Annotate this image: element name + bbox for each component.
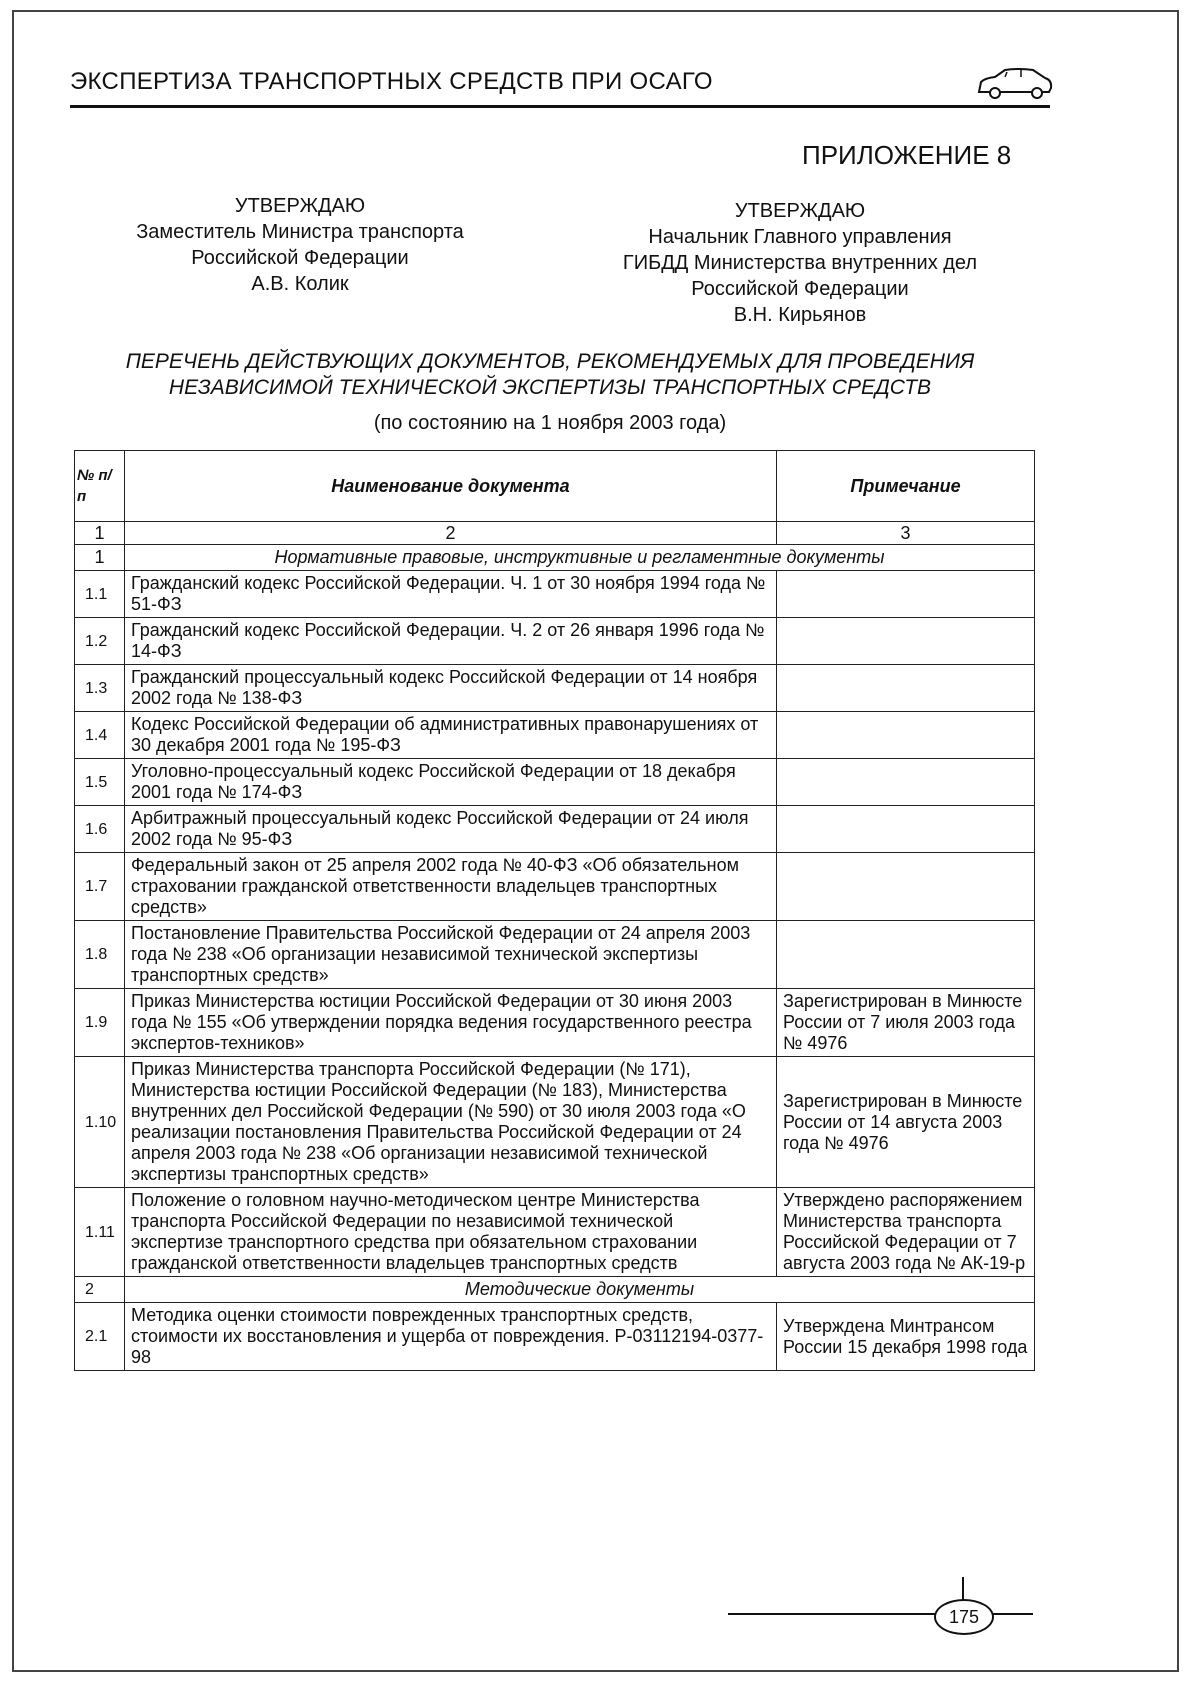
row-num: 1.1	[75, 571, 125, 618]
row-num: 1.7	[75, 853, 125, 921]
table-row	[75, 618, 1035, 665]
row-num: 1.11	[75, 1188, 125, 1277]
section-row	[75, 545, 1035, 571]
row-note	[777, 806, 1035, 853]
row-num: 1.9	[75, 989, 125, 1057]
column-index: 2	[125, 522, 777, 545]
row-note	[777, 921, 1035, 989]
section-title: Методические документы	[125, 1277, 1035, 1303]
row-note: Зарегистрирован в Минюсте России от 14 августа 2003 года № 4976	[777, 1057, 1035, 1188]
table-row	[75, 921, 1035, 989]
table-header-row	[75, 451, 1035, 522]
row-num: 1.3	[75, 665, 125, 712]
table-row	[75, 571, 1035, 618]
row-num: 2.1	[75, 1303, 125, 1371]
approval-heading: УТВЕРЖДАЮ	[234, 195, 366, 217]
row-note	[777, 618, 1035, 665]
row-note	[777, 759, 1035, 806]
row-note	[777, 571, 1035, 618]
approval-line: Начальник Главного управления	[648, 226, 952, 248]
row-name: Постановление Правительства Российской Федерации от 24 апреля 2003 года № 238 «Об организации независимой технической экспертизы транспортных средств»	[125, 921, 777, 989]
table-row	[75, 759, 1035, 806]
documents-table	[74, 450, 1035, 1371]
header-rule	[70, 105, 1050, 108]
table-row	[75, 712, 1035, 759]
row-name: Гражданский процессуальный кодекс Российской Федерации от 14 ноября 2002 года № 138-ФЗ	[125, 665, 777, 712]
row-note: Утверждено распоряжением Министерства транспорта Российской Федерации от 7 августа 2003 года № АК-19-р	[777, 1188, 1035, 1277]
row-note: Зарегистрирован в Минюсте России от 7 июля 2003 года № 4976	[777, 989, 1035, 1057]
row-note: Утверждена Минтрансом России 15 декабря 1998 года	[777, 1303, 1035, 1371]
document-title	[80, 349, 1020, 401]
table-row	[75, 806, 1035, 853]
running-header: ЭКСПЕРТИЗА ТРАНСПОРТНЫХ СРЕДСТВ ПРИ ОСАГО	[70, 68, 713, 95]
row-name: Федеральный закон от 25 апреля 2002 года № 40-ФЗ «Об обязательном страховании гражданской ответственности владельцев транспортных средств»	[125, 853, 777, 921]
approval-block-right	[590, 198, 1010, 328]
table-row	[75, 989, 1035, 1057]
row-name: Приказ Министерства юстиции Российской Федерации от 30 июня 2003 года № 155 «Об утверждении порядка ведения государственного реестра экспертов-техников»	[125, 989, 777, 1057]
row-name: Методика оценки стоимости поврежденных транспортных средств, стоимости их восстановления и ущерба от повреждения. Р-03112194-0377-98	[125, 1303, 777, 1371]
approval-line: Российской Федерации	[191, 247, 409, 269]
approval-line: Заместитель Министра транспорта	[136, 221, 464, 243]
approval-line: ГИБДД Министерства внутренних дел	[622, 252, 978, 274]
column-header-name: Наименование документа	[125, 451, 777, 522]
document-title-line: ПЕРЕЧЕНЬ ДЕЙСТВУЮЩИХ ДОКУМЕНТОВ, РЕКОМЕНДУЕМЫХ ДЛЯ ПРОВЕДЕНИЯ	[125, 350, 975, 373]
row-num: 1.6	[75, 806, 125, 853]
section-row	[75, 1277, 1035, 1303]
approval-signatory: В.Н. Кирьянов	[733, 304, 867, 326]
appendix-label: ПРИЛОЖЕНИЕ 8	[802, 140, 1012, 170]
table-row	[75, 853, 1035, 921]
row-note	[777, 712, 1035, 759]
document-title-line: НЕЗАВИСИМОЙ ТЕХНИЧЕСКОЙ ЭКСПЕРТИЗЫ ТРАНСПОРТНЫХ СРЕДСТВ	[168, 376, 932, 399]
column-header-num: № п/п	[75, 451, 125, 522]
row-num: 1.4	[75, 712, 125, 759]
row-note	[777, 853, 1035, 921]
row-note	[777, 665, 1035, 712]
table-row	[75, 1303, 1035, 1371]
row-name: Приказ Министерства транспорта Российской Федерации (№ 171), Министерства юстиции Российской Федерации (№ 183), Министерства внутренних дел Российской Федерации (№ 590) от 30 июля 2003 года «О реализации постановления Правительства Российской Федерации от 24 апреля 2003 года № 238 «Об организации независимой технической экспертизы транспортных средств»	[125, 1057, 777, 1188]
page-number: 175	[934, 1599, 994, 1635]
section-num: 2	[75, 1277, 125, 1303]
row-name: Кодекс Российской Федерации об административных правонарушениях от 30 декабря 2001 года № 195-ФЗ	[125, 712, 777, 759]
row-name: Положение о головном научно-методическом центре Министерства транспорта Российской Федерации по независимой технической экспертизе транспортного средства при обязательном страховании гражданской ответственности владельцев транспортных средств	[125, 1188, 777, 1277]
car-icon	[975, 66, 1055, 100]
approval-block-left	[105, 193, 495, 297]
row-name: Арбитражный процессуальный кодекс Российской Федерации от 24 июля 2002 года № 95-ФЗ	[125, 806, 777, 853]
section-num: 1	[75, 545, 125, 571]
row-name: Гражданский кодекс Российской Федерации. Ч. 1 от 30 ноября 1994 года № 51-ФЗ	[125, 571, 777, 618]
table-row	[75, 1057, 1035, 1188]
approval-heading: УТВЕРЖДАЮ	[734, 200, 866, 222]
document-date: (по состоянию на 1 ноября 2003 года)	[373, 412, 727, 434]
approval-signatory: А.В. Колик	[251, 273, 349, 295]
table-row	[75, 665, 1035, 712]
column-index: 3	[777, 522, 1035, 545]
row-num: 1.5	[75, 759, 125, 806]
row-num: 1.2	[75, 618, 125, 665]
row-name: Гражданский кодекс Российской Федерации. Ч. 2 от 26 января 1996 года № 14-ФЗ	[125, 618, 777, 665]
column-header-note: Примечание	[777, 451, 1035, 522]
column-index-row	[75, 522, 1035, 545]
row-name: Уголовно-процессуальный кодекс Российской Федерации от 18 декабря 2001 года № 174-ФЗ	[125, 759, 777, 806]
approval-line: Российской Федерации	[691, 278, 909, 300]
table-row	[75, 1188, 1035, 1277]
column-index: 1	[75, 522, 125, 545]
row-num: 1.8	[75, 921, 125, 989]
section-title: Нормативные правовые, инструктивные и регламентные документы	[125, 545, 1035, 571]
row-num: 1.10	[75, 1057, 125, 1188]
